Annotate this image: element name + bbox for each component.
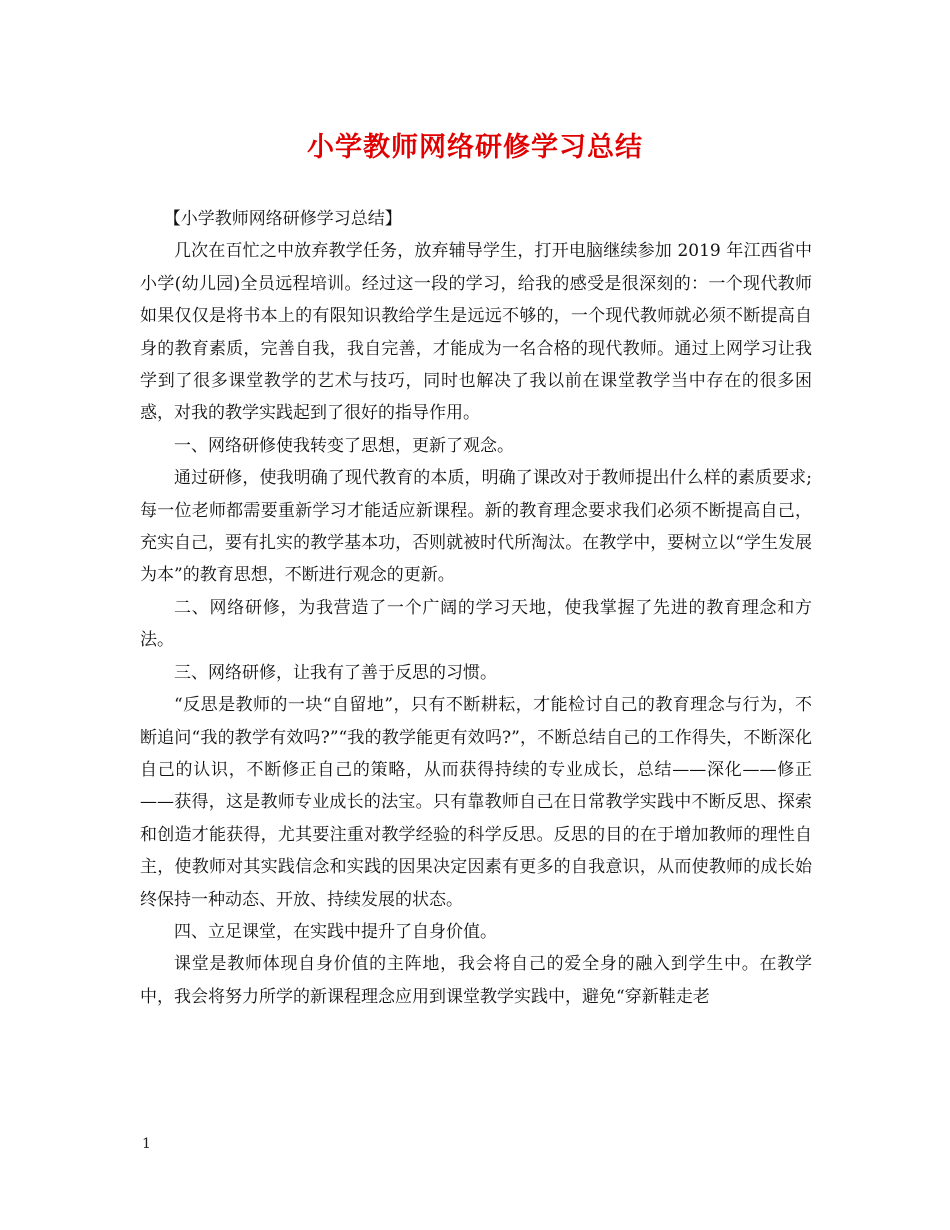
paragraph-heading-bracket: 【小学教师网络研修学习总结】 — [163, 209, 402, 229]
section-heading-1: 一、网络研修使我转变了思想，更新了观念。 — [174, 435, 514, 456]
paragraph-section-4: 课堂是教师体现自身价值的主阵地，我会将自己的爱全身的融入到学生中。在教学中，我会将努力所学的新课程理念应用到课堂教学实践中，避免“穿新鞋走老 — [140, 954, 812, 1007]
document-body — [140, 203, 812, 1013]
page-number: 1 — [142, 1136, 151, 1152]
section-heading-4: 四、立足课堂，在实践中提升了自身价值。 — [174, 921, 497, 942]
section-heading-2: 二、网络研修，为我营造了一个广阔的学习天地，使我掌握了先进的教育理念和方法。 — [140, 597, 812, 651]
document-title: 小学教师网络研修学习总结 — [307, 132, 643, 163]
paragraph-section-3: “反思是教师的一块“自留地”，只有不断耕耘，才能检讨自己的教育理念与行为，不断追问“我的教学有效吗?”“我的教学能更有效吗?”，不断总结自己的工作得失，不断深化自己的认识，不断修正自己的策略，从而获得持续的专业成长，总结——深化——修正——获得，这是教师专业成长的法宝。只有靠教师自己在日常教学实践中不断反思、探索和创造才能获得，尤其要注重对教学经验的科学反思。反思的目的在于增加教师的理性自主，使教师对其实践信念和实践的因果决定因素有更多的自我意识，从而使教师的成长始终保持一种动态、开放、持续发展的状态。 — [140, 695, 812, 910]
section-heading-3: 三、网络研修，让我有了善于反思的习惯。 — [174, 662, 497, 683]
paragraph-section-1: 通过研修，使我明确了现代教育的本质，明确了课改对于教师提出什么样的素质要求;每一位老师都需要重新学习才能适应新课程。新的教育理念要求我们必须不断提高自己，充实自己，要有扎实的教学基本功，否则就被时代所淘汰。在教学中，要树立以“学生发展为本”的教育思想，不断进行观念的更新。 — [140, 468, 812, 586]
paragraph-intro: 几次在百忙之中放弃教学任务，放弃辅导学生，打开电脑继续参加 2019 年江西省中小学(幼儿园)全员远程培训。经过这一段的学习，给我的感受是很深刻的：一个现代教师如果仅仅是将书本上的有限知识教给学生是远远不够的，一个现代教师就必须不断提高自身的教育素质，完善自我，我自完善，才能成为一名合格的现代教师。通过上网学习让我学到了很多课堂教学的艺术与技巧，同时也解决了我以前在课堂教学当中存在的很多困惑，对我的教学实践起到了很好的指导作用。 — [140, 241, 812, 424]
